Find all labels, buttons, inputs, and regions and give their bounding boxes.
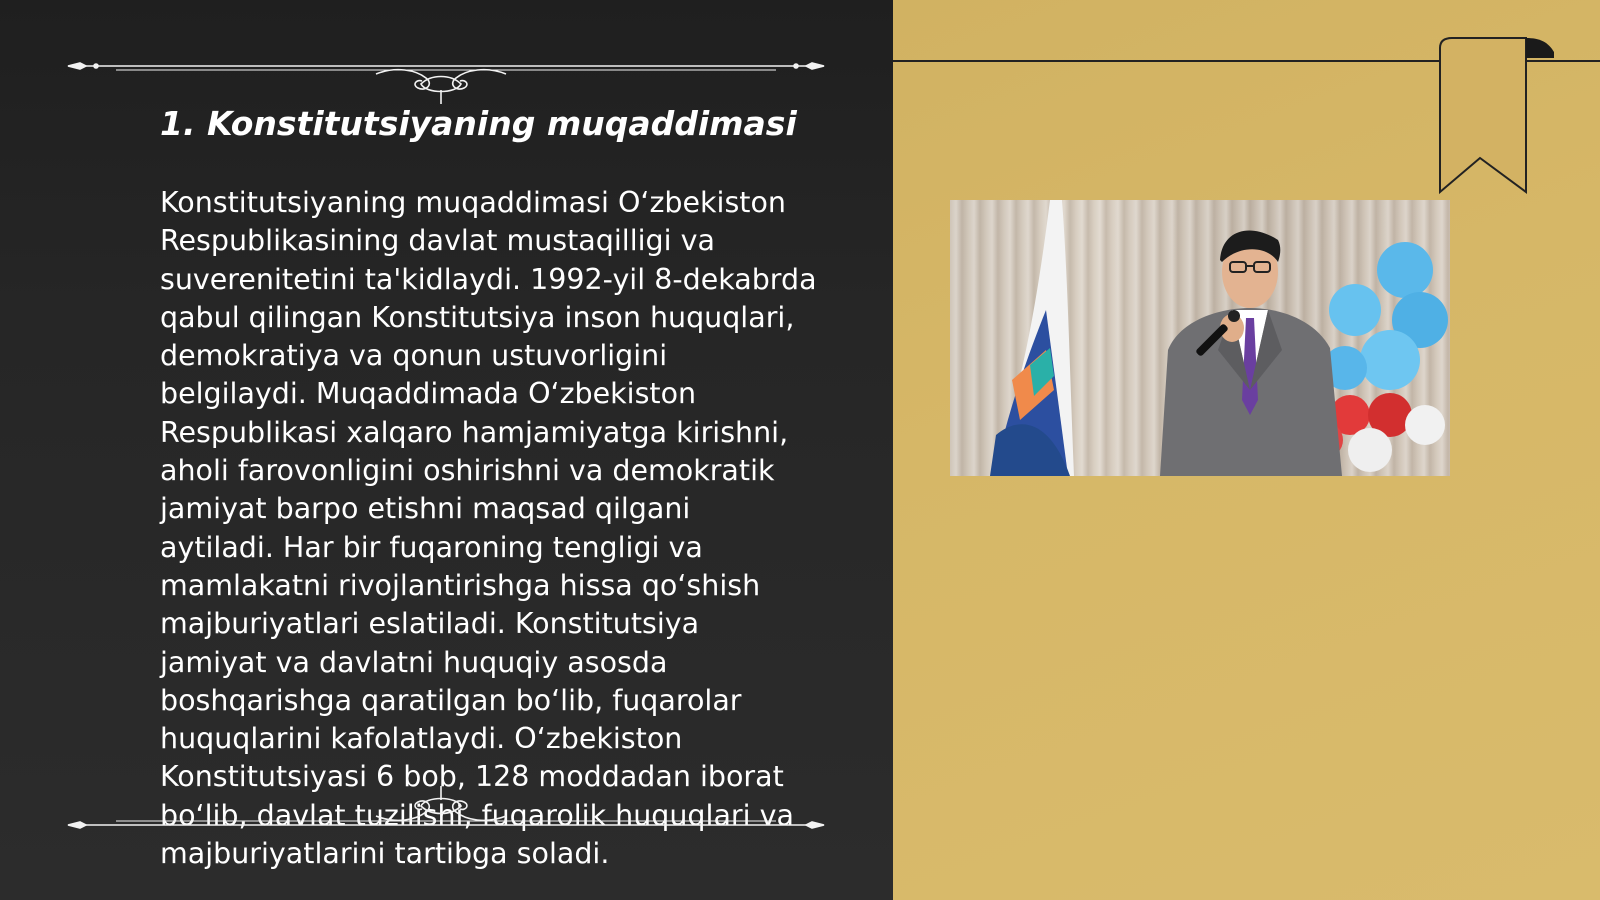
- body-line: majburiyatlari eslatiladi. Konstitutsiya: [160, 607, 700, 641]
- body-line: Respublikasining davlat mustaqilligi va: [160, 224, 715, 258]
- body-line: belgilaydi. Muqaddimada O‘zbekiston: [160, 377, 697, 411]
- bookmark-ribbon-icon: [1430, 36, 1560, 196]
- body-line: boshqarishga qaratilgan bo‘lib, fuqarolar: [160, 683, 742, 717]
- slide-title: 1. Konstitutsiyaning muqaddimasi: [160, 104, 797, 143]
- body-line: jamiyat va davlatni huquqiy asosda: [160, 645, 668, 679]
- body-line: jamiyat barpo etishni maqsad qilgani: [160, 492, 691, 526]
- body-line: huquqlarini kafolatlaydi. O‘zbekiston: [160, 722, 683, 756]
- body-line: Respublikasi xalqaro hamjamiyatga kirishni,: [160, 415, 789, 449]
- body-line: aholi farovonligini oshirishni va demokratik: [160, 454, 775, 488]
- ornamental-divider-top-icon: [66, 44, 826, 104]
- body-line: qabul qilingan Konstitutsiya inson huquqlari,: [160, 300, 795, 334]
- body-line: suverenitetini ta'kidlaydi. 1992-yil 8-dekabrda: [160, 262, 817, 296]
- body-line: aytiladi. Har bir fuqaroning tengligi va: [160, 530, 703, 564]
- body-line: mamlakatni rivojlantirishga hissa qo‘shish: [160, 568, 761, 602]
- body-line: Konstitutsiyaning muqaddimasi O‘zbekiston: [160, 186, 786, 219]
- body-line: Konstitutsiyasi 6 bob, 128 moddadan iborat: [160, 760, 784, 794]
- slide-body-text: [160, 184, 850, 873]
- body-line: majburiyatlarini tartibga soladi.: [160, 837, 610, 871]
- body-line: bo‘lib, davlat tuzilishi, fuqarolik huquqlari va: [160, 798, 794, 832]
- speaker-photo: [950, 200, 1450, 476]
- ornamental-divider-bottom-icon: [66, 780, 826, 840]
- body-line: demokratiya va qonun ustuvorligini: [160, 339, 668, 373]
